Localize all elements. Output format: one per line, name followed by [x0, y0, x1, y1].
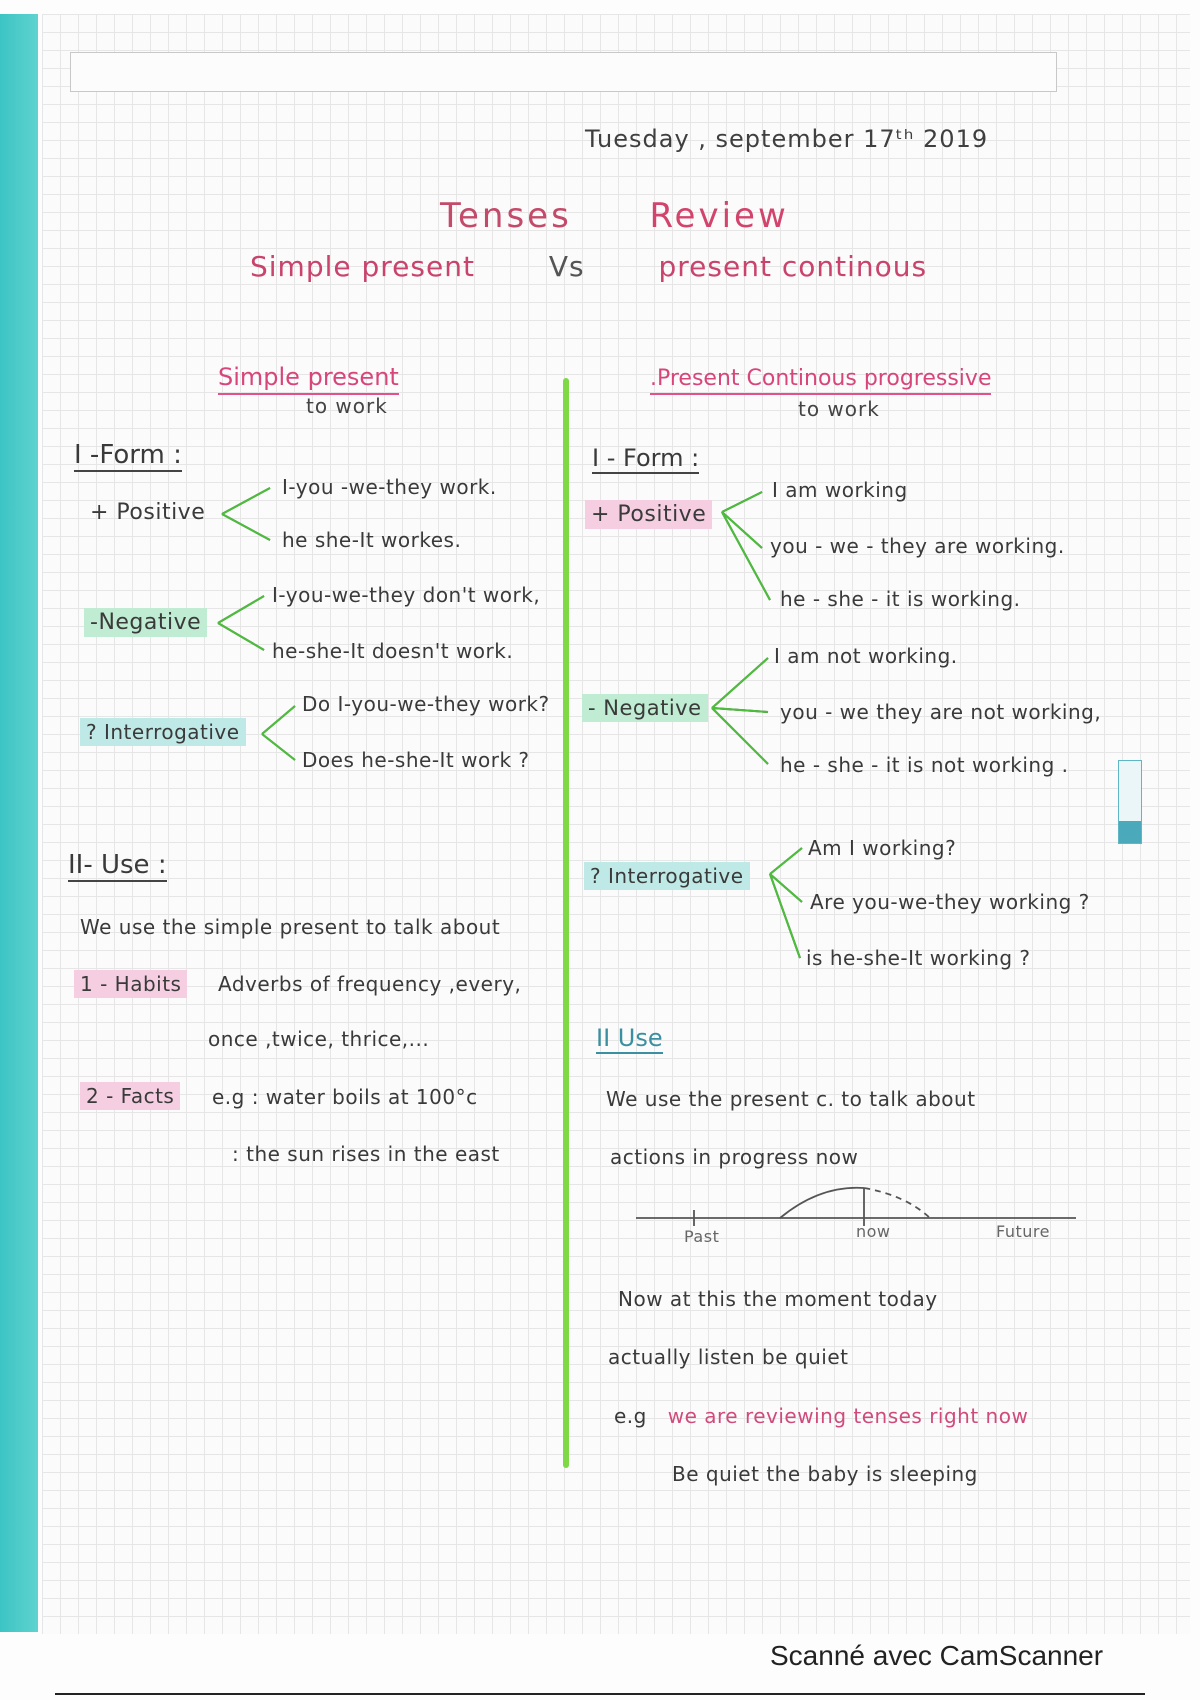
- right-example-1-text: we are reviewing tenses right now: [667, 1404, 1029, 1428]
- right-verb: to work: [798, 397, 880, 421]
- right-use-heading: II Use: [596, 1024, 663, 1052]
- right-negative-line-2: you - we they are not working,: [780, 700, 1102, 724]
- right-interrogative-line-1: Am I working?: [808, 836, 957, 860]
- right-form-heading: I - Form :: [592, 444, 700, 472]
- timeline-now: now: [856, 1222, 891, 1241]
- left-positive-line-1: I-you -we-they work.: [282, 475, 497, 499]
- footer-rule: [55, 1693, 1145, 1695]
- right-adverbs-1: Now at this the moment today: [618, 1287, 938, 1311]
- right-heading: .Present Continous progressive: [650, 366, 991, 395]
- title-word-2: Review: [649, 196, 789, 236]
- left-use-heading: II- Use :: [68, 850, 167, 880]
- left-facts-label: 2 - Facts: [80, 1082, 180, 1110]
- left-interrogative-label: ? Interrogative: [80, 718, 246, 746]
- left-positive-label: + Positive: [90, 500, 206, 525]
- left-facts-text-1: e.g : water boils at 100°c: [212, 1085, 478, 1109]
- left-positive-line-2: he she-It workes.: [282, 528, 462, 552]
- right-example-2: Be quiet the baby is sleeping: [672, 1462, 978, 1486]
- left-habits-text-2: once ,twice, thrice,...: [208, 1027, 430, 1051]
- title-word-1: Tenses: [440, 196, 572, 236]
- timeline-future: Future: [996, 1222, 1050, 1241]
- left-verb: to work: [306, 394, 388, 418]
- right-positive-line-3: he - she - it is working.: [780, 587, 1021, 611]
- subtitle-left: Simple present: [250, 250, 475, 283]
- right-interrogative-label: ? Interrogative: [584, 862, 750, 890]
- right-negative-line-1: I am not working.: [774, 644, 958, 668]
- date: Tuesday , september 17ᵗʰ 2019: [585, 125, 989, 153]
- right-example-1-prefix: e.g: [614, 1404, 647, 1428]
- left-interrogative-line-2: Does he-she-It work ?: [302, 748, 530, 772]
- left-interrogative-line-1: Do I-you-we-they work?: [302, 692, 550, 716]
- left-habits-label: 1 - Habits: [74, 970, 187, 998]
- right-use-text-1: We use the present c. to talk about: [606, 1087, 976, 1111]
- right-negative-line-3: he - she - it is not working .: [780, 753, 1069, 777]
- scanner-footer: Scanné avec CamScanner: [770, 1640, 1104, 1671]
- right-positive-line-1: I am working: [772, 478, 908, 502]
- right-interrogative-line-2: Are you-we-they working ?: [810, 890, 1090, 914]
- right-negative-label: - Negative: [582, 694, 708, 722]
- left-negative-line-1: I-you-we-they don't work,: [272, 583, 541, 607]
- right-interrogative-line-3: is he-she-It working ?: [806, 946, 1031, 970]
- timeline-past: Past: [684, 1227, 720, 1246]
- right-adverbs-2: actually listen be quiet: [608, 1345, 849, 1369]
- right-positive-line-2: you - we - they are working.: [770, 534, 1065, 558]
- subtitle-right: present continous: [658, 250, 928, 283]
- left-negative-label: -Negative: [84, 608, 207, 637]
- left-use-intro: We use the simple present to talk about: [80, 915, 501, 939]
- left-facts-text-2: : the sun rises in the east: [232, 1142, 500, 1166]
- right-positive-label: + Positive: [585, 500, 712, 529]
- left-habits-text: Adverbs of frequency ,every,: [218, 972, 522, 996]
- subtitle-vs: Vs: [548, 250, 585, 283]
- right-use-text-2: actions in progress now: [610, 1145, 859, 1169]
- left-negative-line-2: he-she-It doesn't work.: [272, 639, 514, 663]
- left-heading: Simple present: [218, 363, 399, 395]
- left-form-heading: I -Form :: [74, 440, 182, 470]
